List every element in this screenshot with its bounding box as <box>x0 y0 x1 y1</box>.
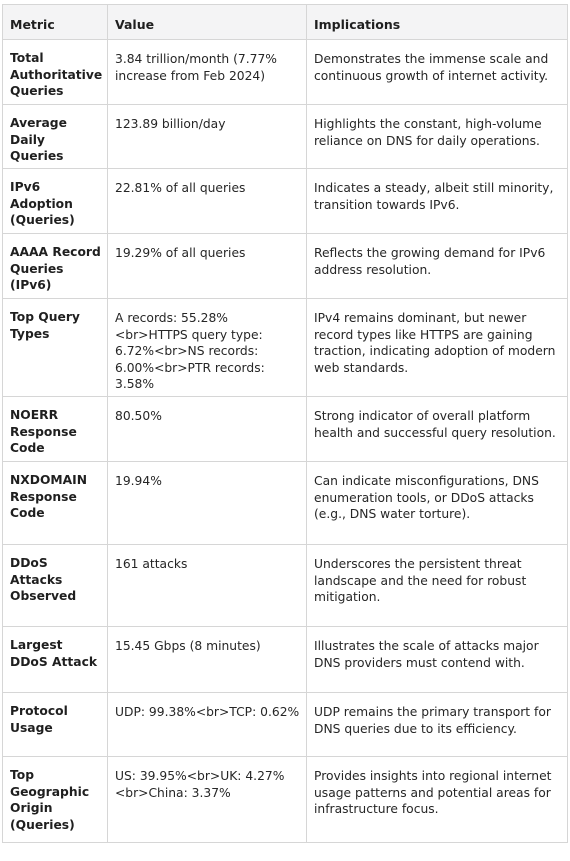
table-row <box>3 105 568 169</box>
implication-cell: IPv4 remains dominant, but newer record types like HTTPS are gaining traction, indicating adoption of modern web standards. <box>307 299 568 397</box>
implication-cell: Illustrates the scale of attacks major DNS providers must contend with. <box>307 627 568 693</box>
value-cell: UDP: 99.38%<br>TCP: 0.62% <box>108 693 307 757</box>
metric-cell: Top Query Types <box>3 299 108 397</box>
value-cell: US: 39.95%<br>UK: 4.27%<br>China: 3.37% <box>108 757 307 843</box>
metric-cell: Top Geographic Origin (Queries) <box>3 757 108 843</box>
implication-cell: Strong indicator of overall platform health and successful query resolution. <box>307 397 568 462</box>
value-cell: 3.84 trillion/month (7.77% increase from Feb 2024) <box>108 40 307 105</box>
implication-cell: Provides insights into regional internet usage patterns and potential areas for infrastructure focus. <box>307 757 568 843</box>
implication-cell: Reflects the growing demand for IPv6 address resolution. <box>307 234 568 299</box>
value-cell: 15.45 Gbps (8 minutes) <box>108 627 307 693</box>
value-cell: 19.94% <box>108 462 307 545</box>
table-row <box>3 397 568 462</box>
implication-cell: UDP remains the primary transport for DNS queries due to its efficiency. <box>307 693 568 757</box>
metric-cell: NXDOMAIN Response Code <box>3 462 108 545</box>
value-cell: 80.50% <box>108 397 307 462</box>
table-row <box>3 545 568 627</box>
table-row <box>3 757 568 843</box>
table-header-row <box>3 5 568 40</box>
implication-cell: Can indicate misconfigurations, DNS enumeration tools, or DDoS attacks (e.g., DNS water torture). <box>307 462 568 545</box>
header-value: Value <box>108 5 307 40</box>
implication-cell: Highlights the constant, high-volume reliance on DNS for daily operations. <box>307 105 568 169</box>
metric-cell: Total Authoritative Queries <box>3 40 108 105</box>
table-row <box>3 627 568 693</box>
dns-metrics-table <box>2 4 568 843</box>
metric-cell: Largest DDoS Attack <box>3 627 108 693</box>
header-metric: Metric <box>3 5 108 40</box>
value-cell: 123.89 billion/day <box>108 105 307 169</box>
value-cell: A records: 55.28%<br>HTTPS query type: 6.72%<br>NS records: 6.00%<br>PTR records: 3.58% <box>108 299 307 397</box>
metric-cell: NOERR Response Code <box>3 397 108 462</box>
metric-cell: Protocol Usage <box>3 693 108 757</box>
table-row <box>3 169 568 234</box>
table-row <box>3 40 568 105</box>
value-cell: 161 attacks <box>108 545 307 627</box>
implication-cell: Demonstrates the immense scale and continuous growth of internet activity. <box>307 40 568 105</box>
header-implications: Implications <box>307 5 568 40</box>
implication-cell: Indicates a steady, albeit still minority, transition towards IPv6. <box>307 169 568 234</box>
metric-cell: AAAA Record Queries (IPv6) <box>3 234 108 299</box>
table-row <box>3 693 568 757</box>
implication-cell: Underscores the persistent threat landscape and the need for robust mitigation. <box>307 545 568 627</box>
table-row <box>3 462 568 545</box>
metric-cell: DDoS Attacks Observed <box>3 545 108 627</box>
metric-cell: IPv6 Adoption (Queries) <box>3 169 108 234</box>
value-cell: 22.81% of all queries <box>108 169 307 234</box>
value-cell: 19.29% of all queries <box>108 234 307 299</box>
table-row <box>3 299 568 397</box>
metric-cell: Average Daily Queries <box>3 105 108 169</box>
table-row <box>3 234 568 299</box>
